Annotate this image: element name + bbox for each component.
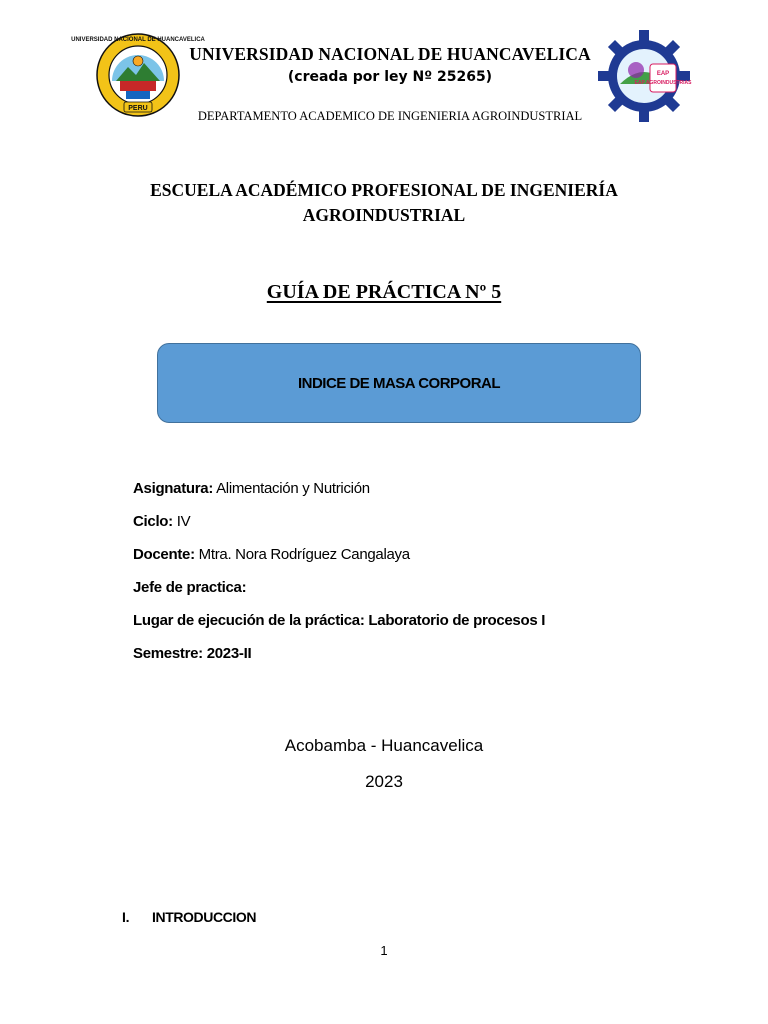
year: 2023 xyxy=(365,772,403,791)
asignatura-value: Alimentación y Nutrición xyxy=(213,480,370,497)
info-asignatura xyxy=(133,480,370,497)
place: Acobamba - Huancavelica xyxy=(284,736,484,755)
university-seal-logo xyxy=(71,33,205,117)
section-title: INTRODUCCION xyxy=(152,909,257,925)
guide-title-text: GUÍA DE PRÁCTICA Nº 5 xyxy=(266,281,502,303)
info-lugar xyxy=(133,612,545,629)
info-ciclo xyxy=(133,513,190,530)
docente-label: Docente: xyxy=(133,546,195,563)
university-subtitle: (creada por ley Nº 25265) xyxy=(287,69,493,85)
department-name: DEPARTAMENTO ACADEMICO DE INGENIERIA AGROINDUSTRIAL xyxy=(197,109,583,123)
seal-country: PERU xyxy=(128,105,148,112)
docente-value: Mtra. Nora Rodríguez Cangalaya xyxy=(194,546,410,563)
ciclo-value: IV xyxy=(172,513,191,530)
seal-text: UNIVERSIDAD NACIONAL DE HUANCAVELICA xyxy=(71,37,205,43)
ciclo-label: Ciclo: xyxy=(133,513,173,530)
faculty-gear-logo xyxy=(598,30,690,122)
school-title: ESCUELA ACADÉMICO PROFESIONAL DE INGENIERÍA AGROINDUSTRIAL xyxy=(150,180,618,225)
university-name: UNIVERSIDAD NACIONAL DE HUANCAVELICA xyxy=(189,44,591,64)
info-docente xyxy=(133,546,410,563)
jefe-label: Jefe de practica: xyxy=(133,579,247,596)
topic-box xyxy=(157,343,641,423)
lugar-label: Lugar de ejecución de la práctica: Laboratorio de procesos I xyxy=(133,612,546,629)
topic-title: INDICE DE MASA CORPORAL xyxy=(297,374,501,392)
page-number: 1 xyxy=(380,943,388,958)
asignatura-label: Asignatura: xyxy=(133,480,214,497)
info-jefe-practica xyxy=(133,579,246,596)
guide-title xyxy=(160,281,608,304)
semestre-label: Semestre: 2023-II xyxy=(133,645,252,662)
section-number: I. xyxy=(122,909,130,925)
faculty-logo-text: EAP AGROINDUSTRIAS xyxy=(634,80,692,86)
info-semestre xyxy=(133,645,251,662)
svg-text:EAP: EAP xyxy=(656,71,670,77)
